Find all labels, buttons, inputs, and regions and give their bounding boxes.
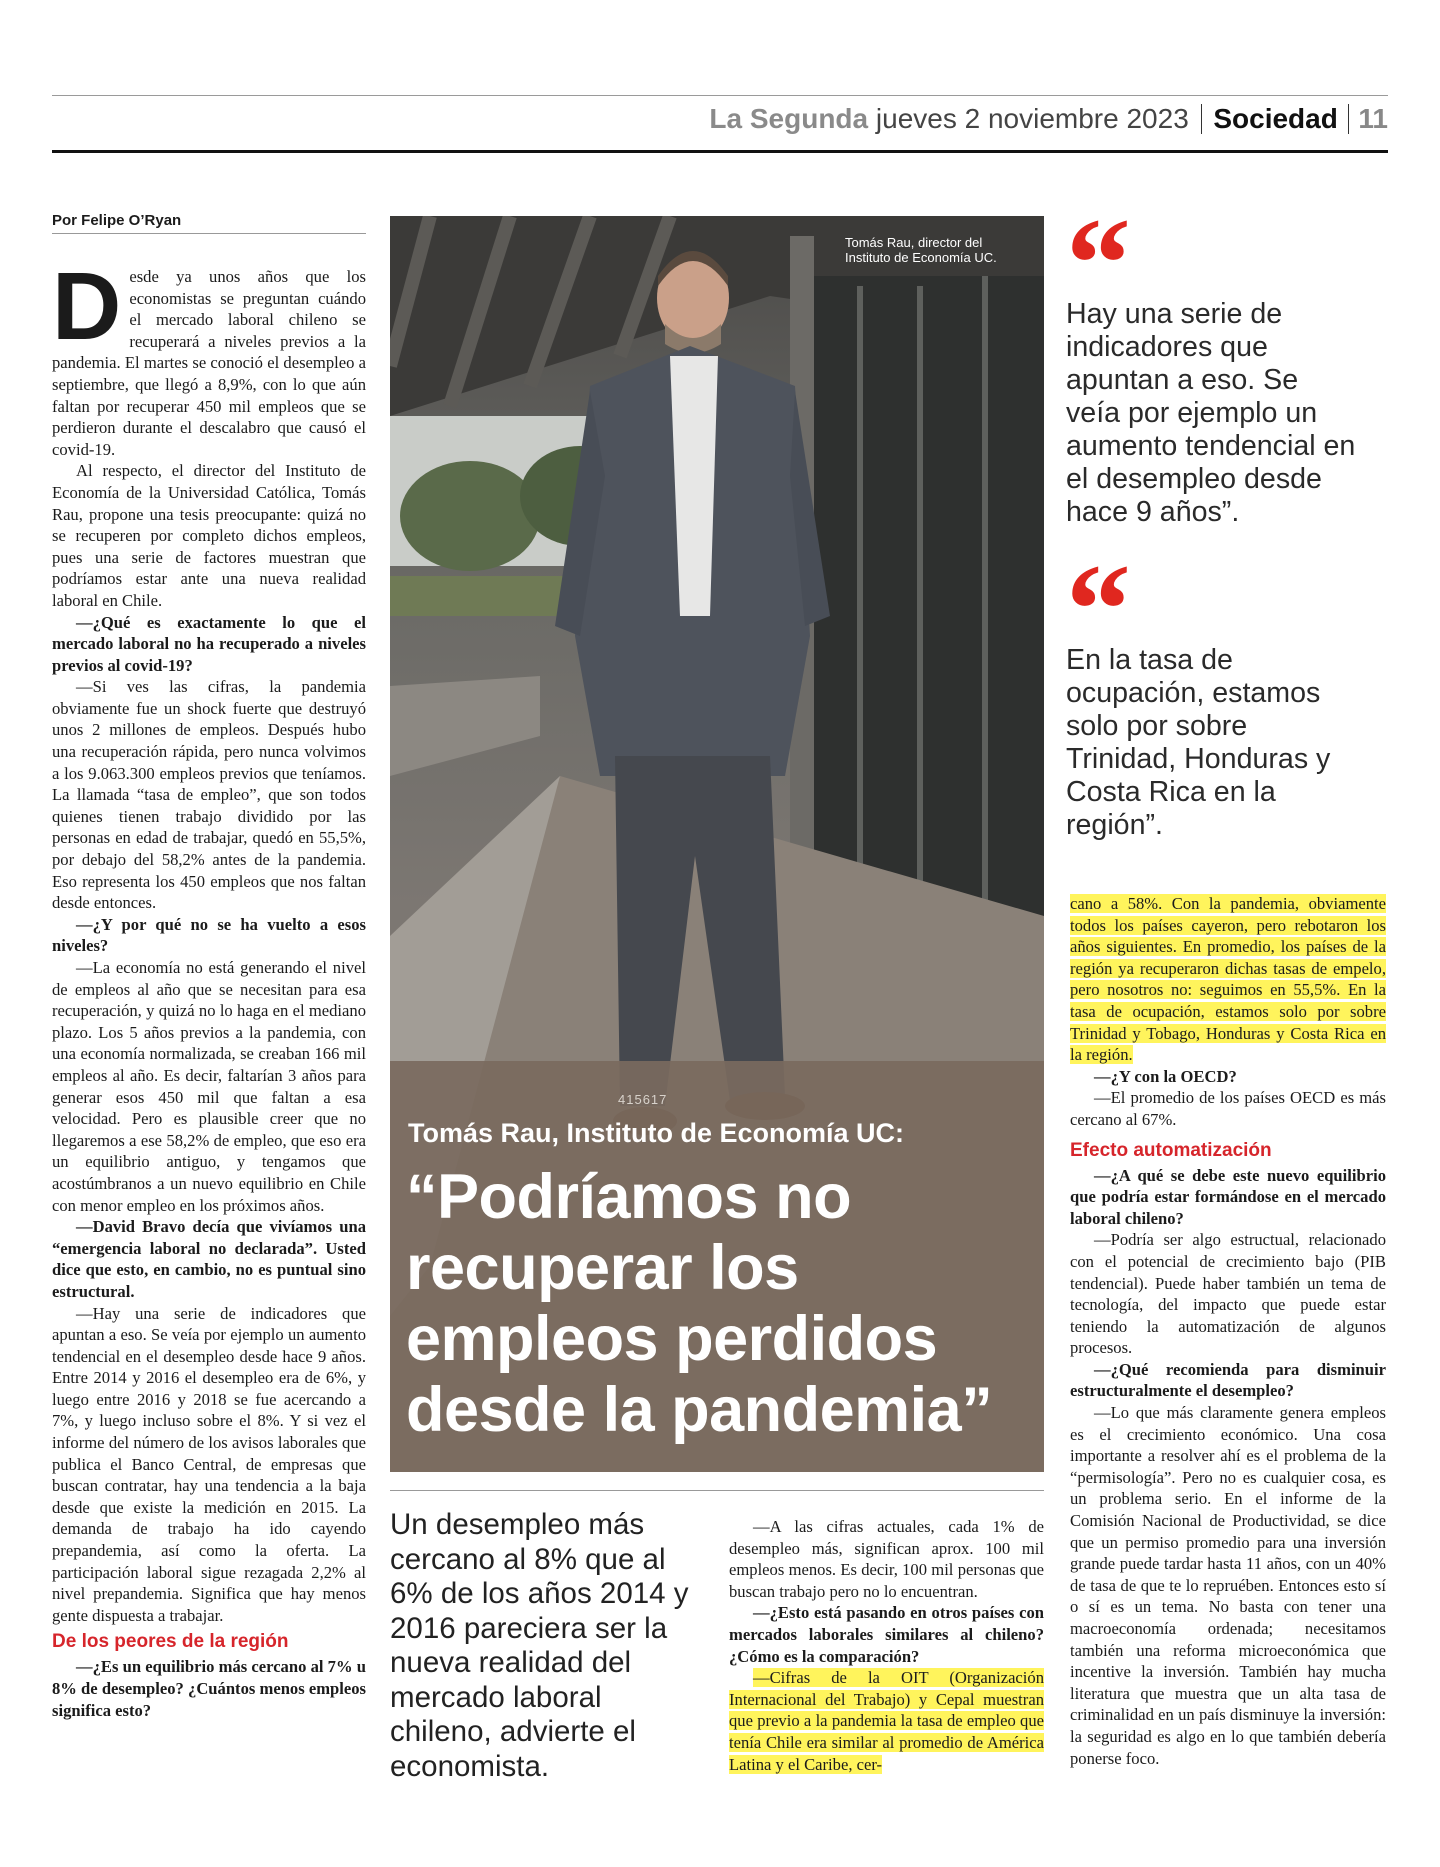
quote-mark-icon xyxy=(1066,560,1356,624)
photo-caption: Tomás Rau, director del Instituto de Economía UC. xyxy=(845,235,997,265)
interview-question: —¿Y por qué no se ha vuelto a esos niveles? xyxy=(52,914,366,956)
section-subhead: Efecto automatización xyxy=(1070,1139,1272,1161)
article-column-3 xyxy=(729,1516,1044,1775)
interview-answer: —A las cifras actuales, cada 1% de desempleo más, significan aprox. 100 mil empleos menos. Es decir, 100 mil personas que buscan trabajo pero no lo encuentran. xyxy=(729,1517,1044,1601)
photo-code: 415617 xyxy=(618,1092,668,1107)
pull-quote-2 xyxy=(1066,560,1356,842)
quote-mark-icon xyxy=(1066,214,1356,278)
page-number: 11 xyxy=(1358,103,1388,134)
byline: Por Felipe O’Ryan xyxy=(52,212,366,234)
top-rule xyxy=(52,95,1388,96)
drop-cap: D xyxy=(52,253,122,360)
section-name: Sociedad xyxy=(1213,103,1338,134)
pull-quote-text: Hay una serie de indicadores que apuntan a eso. Se veía por ejemplo un aumento tendencial en el desempleo desde hace 9 años”. xyxy=(1066,298,1356,528)
photo-bottom-rule xyxy=(390,1490,1044,1491)
interview-question: —¿Qué recomienda para disminuir estructuralmente el desempleo? xyxy=(1070,1359,1386,1401)
concrete-ledge xyxy=(390,676,540,776)
article-column-4 xyxy=(1070,893,1386,1769)
interview-answer: —Lo que más claramente genera empleos es el crecimiento económico. Una cosa importante a resolver ahí es el problema de la “permisología”. Pero no es cualquier cosa, es un problema serio. En el informe de la Comisión Nacional de Productividad, se dice que un permiso promedio para una inversión grande puede tardar hasta 11 años, con un 40% de tasa de que te lo repruében. Entonces esto sí o sí es un tema. No basta con tener una macroeconomía ordenada; necesitamos también una reforma microeconómica que incentive la inversión. También hay mucha literatura que muestra que un alta tasa de criminalidad en un país disminuye la inversión: la seguridad es algo en lo que también debería ponerse foco. xyxy=(1070,1403,1386,1768)
masthead xyxy=(600,98,1388,140)
interview-answer: —Si ves las cifras, la pandemia obviamente fue un shock fuerte que destruyó unos 2 millones de empleos. Después hubo una recuperación rápida, pero nunca volvimos a los 9.063.300 empleos previos que teníamos. La llamada “tasa de empleo”, que son todos quienes tienen trabajo dividido por las personas en edad de trabajar, quedó en 55,5%, por debajo del 58,2% antes de la pandemia. Eso representa los 450 empleos que nos faltan desde entonces. xyxy=(52,677,366,913)
section-subhead: De los peores de la región xyxy=(52,1631,289,1653)
interview-question: —¿Y con la OECD? xyxy=(1094,1066,1237,1086)
interview-answer: —El promedio de los países OECD es más cercano al 67%. xyxy=(1070,1088,1386,1129)
highlighted-text: —Cifras de la OIT (Organización Internacional del Trabajo) y Cepal muestran que previo a la pandemia la tasa de empleo que tenía Chile era similar al promedio de América Latina y el Caribe, cer- xyxy=(729,1668,1044,1774)
issue-date: jueves 2 noviembre 2023 xyxy=(875,103,1189,134)
tree xyxy=(400,461,540,571)
header-divider xyxy=(1201,104,1202,134)
interview-question: —David Bravo decía que vivíamos una “emergencia laboral no declarada”. Usted dice que esto, en cambio, no es puntual sino estructural. xyxy=(52,1217,366,1301)
interview-answer: —Hay una serie de indicadores que apuntan a eso. Se veía por ejemplo un aumento tendencial en el desempleo desde hace 9 años. Entre 2014 y 2016 el desempleo era de 6%, y luego entre 2016 y 2018 se fue acercando a 7%, y luego incluso sobre el 8%. Y si vez el informe del número de los avisos laborales que publica el Banco Central, de empresas que buscan contratar, hay una tendencia a la baja desde que existe la medición en 2015. La demanda de trabajo ha ido cayendo prepandemia, así como la oferta. La participación laboral sigue rezagada 2,2% al nivel prepandemia. Significa que hay menos gente dispuesta a trabajar. xyxy=(52,1303,366,1625)
intro-paragraph: Al respecto, el director del Instituto de Economía de la Universidad Católica, Tomás Rau, propone una tesis preocupante: quizá no se recuperen por completo dichos empleos, pues una serie de factores muestran que podríamos estar ante una nueva realidad laboral en Chile. xyxy=(52,461,366,610)
pull-quote-1 xyxy=(1066,214,1356,529)
headline-title: “Podríamos no recuperar los empleos perdidos desde la pandemia” xyxy=(406,1162,993,1445)
paper-name: La Segunda xyxy=(709,103,869,134)
headline-kicker: Tomás Rau, Instituto de Economía UC: xyxy=(408,1118,905,1148)
highlighted-text: cano a 58%. Con la pandemia, obviamente todos los países cayeron, pero rebotaron los años siguientes. En promedio, los países de la región ya recuperaron dichas tasas de empelo, pero nosotros no: seguimos en 55,5%. En la tasa de ocupación, estamos solo por sobre Trinidad y Tobago, Honduras y Costa Rica en la región. xyxy=(1070,894,1386,1065)
article-photo xyxy=(390,216,1044,1472)
interview-question: —¿A qué se debe este nuevo equilibrio que podría estar formándose en el mercado laboral chileno? xyxy=(1070,1165,1386,1228)
interview-answer xyxy=(729,1667,1044,1775)
intro-paragraph: esde ya unos años que los economistas se preguntan cuándo el mercado laboral chileno se recuperará a niveles previos a la pandemia. El martes se conoció el desempleo a septiembre, que llegó a 8,9%, con lo que aún faltan por recuperar 450 mil empleos que se perdieron durante el descalabro que causó el covid-19. xyxy=(52,267,366,459)
interview-answer xyxy=(1070,893,1386,1066)
pull-quote-text: En la tasa de ocupación, estamos solo por sobre Trinidad, Honduras y Costa Rica en la región”. xyxy=(1066,644,1331,841)
header-divider xyxy=(1348,104,1349,134)
interview-answer: —La economía no está generando el nivel de empleos al año que se necesitan para esa recuperación, y quizá no lo haga en el mediano plazo. Los 5 años previos a la pandemia, con una economía normalizada, se creaban 166 mil empleos al año. Es decir, faltarían 3 años para generar esos 450 mil que faltan a esa velocidad. Pero es plausible creer que no llegaremos a ese 58,2% de empleo, que eso era un equilibrio antiguo, y tengamos que acostúmbranos a un nuevo equilibrio en Chile con menor empleo en los próximos años. xyxy=(52,958,366,1215)
article-column-1 xyxy=(52,253,366,1721)
interview-answer: —Podría ser algo estructual, relacionado con el potencial de crecimiento bajo (PIB tendencial). Puede haber también un tema de tecnología, del impacto que puede estar teniendo la automatización de algunos procesos. xyxy=(1070,1230,1386,1358)
interview-question: —¿Esto está pasando en otros países con mercados laborales similares al chileno? ¿Cómo es la comparación? xyxy=(729,1603,1044,1666)
article-deck: Un desempleo más cercano al 8% que al 6% de los años 2014 y 2016 pareciera ser la nueva realidad del mercado laboral chileno, advierte el economista. xyxy=(390,1508,689,1783)
header-rule xyxy=(52,150,1388,153)
interview-question: —¿Qué es exactamente lo que el mercado laboral no ha recuperado a niveles previos al covid-19? xyxy=(52,612,366,675)
interview-question: —¿Es un equilibrio más cercano al 7% u 8% de desempleo? ¿Cuántos menos empleos significa esto? xyxy=(52,1657,366,1720)
